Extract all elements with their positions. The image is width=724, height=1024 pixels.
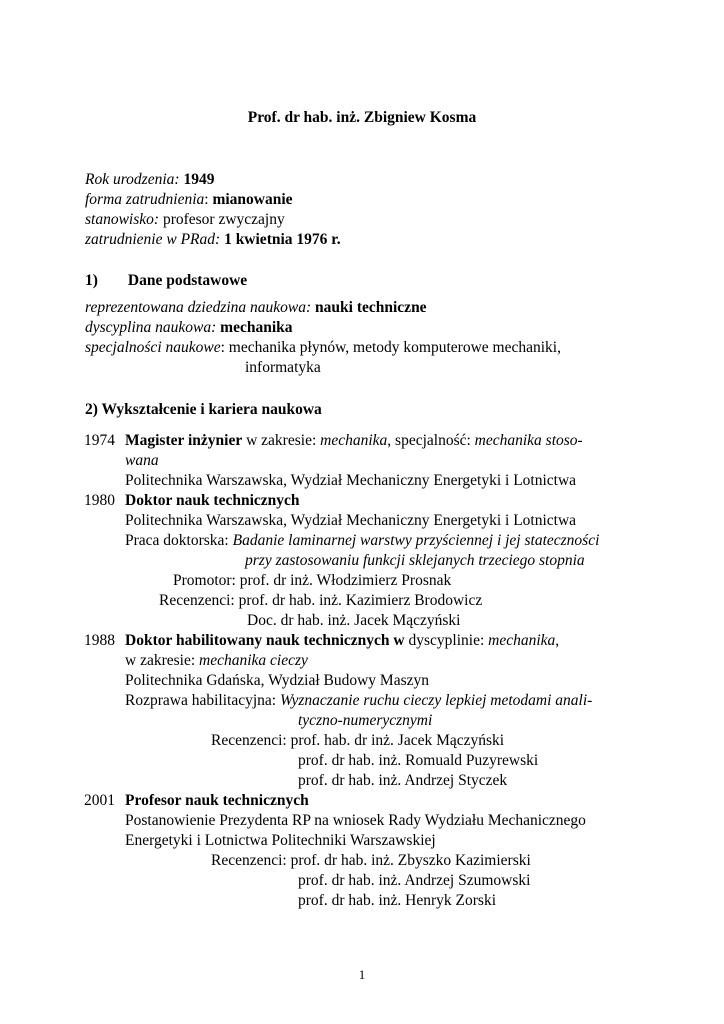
reviewer-1988-3: prof. dr hab. inż. Andrzej Styczek (298, 772, 508, 789)
thesis-title-1988-cont (298, 711, 432, 731)
employment-form-line: forma zatrudnienia: mianowanie (85, 191, 293, 208)
discipline-label: dyscyplina naukowa: (85, 319, 217, 336)
disc-label-1988: dyscyplinie: (408, 632, 485, 649)
disc-comma-1988: , (555, 632, 560, 649)
disc-value-1988: mechanika (488, 632, 556, 649)
thesis-1980 (125, 531, 599, 551)
field-value: nauki techniczne (315, 299, 427, 316)
reviewer-2001-2: prof. dr hab. inż. Andrzej Szumowski (298, 872, 531, 889)
entry-1974-line2 (125, 451, 159, 471)
discipline-value: mechanika (220, 319, 293, 336)
section2-heading: 2) Wykształcenie i kariera naukowa (85, 401, 322, 418)
reviewers-1980 (159, 591, 482, 611)
position-line (85, 210, 285, 230)
page-title: Prof. dr hab. inż. Zbigniew Kosma (247, 109, 477, 126)
reviewers-2001 (211, 851, 531, 871)
reviewer-1980-1: prof. dr hab. inż. Kazimierz Brodowicz (238, 592, 483, 609)
thesis-label-1988: Rozprawa habilitacyjna: (125, 692, 277, 709)
field-line (85, 298, 427, 318)
employment-label: zatrudnienie w PRad: (85, 231, 221, 248)
reviewer-1988-1: prof. hab. dr inż. Jacek Mączyński (290, 732, 505, 749)
discipline-line (85, 318, 293, 338)
spec-value-1974: mechanika stoso- (474, 432, 583, 449)
year-1974: 1974 (84, 432, 115, 449)
reviewers-label-1980: Recenzenci: (159, 592, 235, 609)
specialties-line: specjalności naukowe: mechanika płynów, metody komputerowe mechaniki, (85, 339, 561, 356)
birth-year-line (85, 170, 214, 190)
thesis-title-1980-line2: przy zastosowaniu funkcji sklejanych trzeciego stopnia (245, 552, 585, 569)
scope-value-1974: mechanika (320, 432, 388, 449)
position-value: profesor zwyczajny (162, 211, 285, 228)
position-label: stanowisko: (85, 211, 160, 228)
specialties-value: mechanika płynów, metody komputerowe mechaniki, (228, 339, 561, 356)
reviewers-label-2001: Recenzenci: (211, 852, 287, 869)
employment-form-label: forma zatrudnienia (85, 191, 205, 208)
promoter-1980 (173, 571, 451, 591)
spec-label-1974: , specjalność: (387, 432, 471, 449)
reviewer-1988-2: prof. dr hab. inż. Romuald Puzyrewski (298, 752, 539, 769)
birth-label: Rok urodzenia: (85, 171, 180, 188)
spec-value-1974-cont: wana (125, 452, 159, 469)
institution-1974: Politechnika Warszawska, Wydział Mechaniczny Energetyki i Lotnictwa (125, 472, 577, 489)
scope-label-1974: w zakresie: (246, 432, 317, 449)
reviewer-1980-2: Doc. dr hab. inż. Jacek Mączyński (247, 612, 461, 629)
section1-number: 1) (85, 272, 98, 289)
degree-2001: Profesor nauk technicznych (125, 792, 309, 809)
field-label: reprezentowana dziedzina naukowa: (85, 299, 312, 316)
thesis-title-1980-cont (245, 551, 585, 571)
decision-2001-cont: Energetyki i Lotnictwa Politechniki Warszawskiej (125, 832, 436, 849)
degree-1974: Magister inżynier (125, 432, 243, 449)
scope-label-1988: w zakresie: (125, 652, 196, 669)
decision-2001: Postanowienie Prezydenta RP na wniosek Rady Wydziału Mechanicznego (125, 812, 586, 829)
degree-1980: Doktor nauk technicznych (125, 492, 300, 509)
reviewers-1988 (211, 731, 504, 751)
specialties-value-cont: informatyka (245, 359, 321, 376)
section1-heading (85, 271, 247, 291)
scope-1988 (125, 651, 308, 671)
thesis-title-1988: Wyznaczanie ruchu cieczy lepkiej metodami anali- (279, 692, 593, 709)
reviewers-label-1988: Recenzenci: (211, 732, 287, 749)
page-number: 1 (358, 967, 366, 982)
scope-value-1988: mechanika cieczy (199, 652, 308, 669)
specialties-label: specjalności naukowe (85, 339, 221, 356)
year-1980: 1980 (84, 492, 115, 509)
employment-line (85, 230, 341, 250)
degree-1988: Doktor habilitowany nauk technicznych w (125, 632, 405, 649)
promoter-label: Promotor: (173, 572, 236, 589)
institution-1988: Politechnika Gdańska, Wydział Budowy Maszyn (125, 672, 429, 689)
thesis-title-1980: Badanie laminarnej warstwy przyściennej i jej stateczności (232, 532, 600, 549)
promoter-name: prof. dr inż. Włodzimierz Prosnak (239, 572, 452, 589)
entry-1974-line1 (125, 431, 583, 451)
institution-1980: Politechnika Warszawska, Wydział Mechaniczny Energetyki i Lotnictwa (125, 512, 577, 529)
thesis-label-1980: Praca doktorska: (125, 532, 229, 549)
year-1988: 1988 (84, 632, 115, 649)
birth-value: 1949 (183, 171, 215, 188)
entry-1988-line1 (125, 631, 559, 651)
year-2001: 2001 (84, 792, 115, 809)
section1-title: Dane podstawowe (127, 272, 248, 289)
employment-value: 1 kwietnia 1976 r. (224, 231, 341, 248)
thesis-1988 (125, 691, 592, 711)
reviewer-2001-1: prof. dr hab. inż. Zbyszko Kazimierski (290, 852, 531, 869)
thesis-title-1988-line2: tyczno-numerycznymi (298, 712, 433, 729)
employment-form-value: mianowanie (212, 191, 293, 208)
reviewer-2001-3: prof. dr hab. inż. Henryk Zorski (298, 892, 497, 909)
